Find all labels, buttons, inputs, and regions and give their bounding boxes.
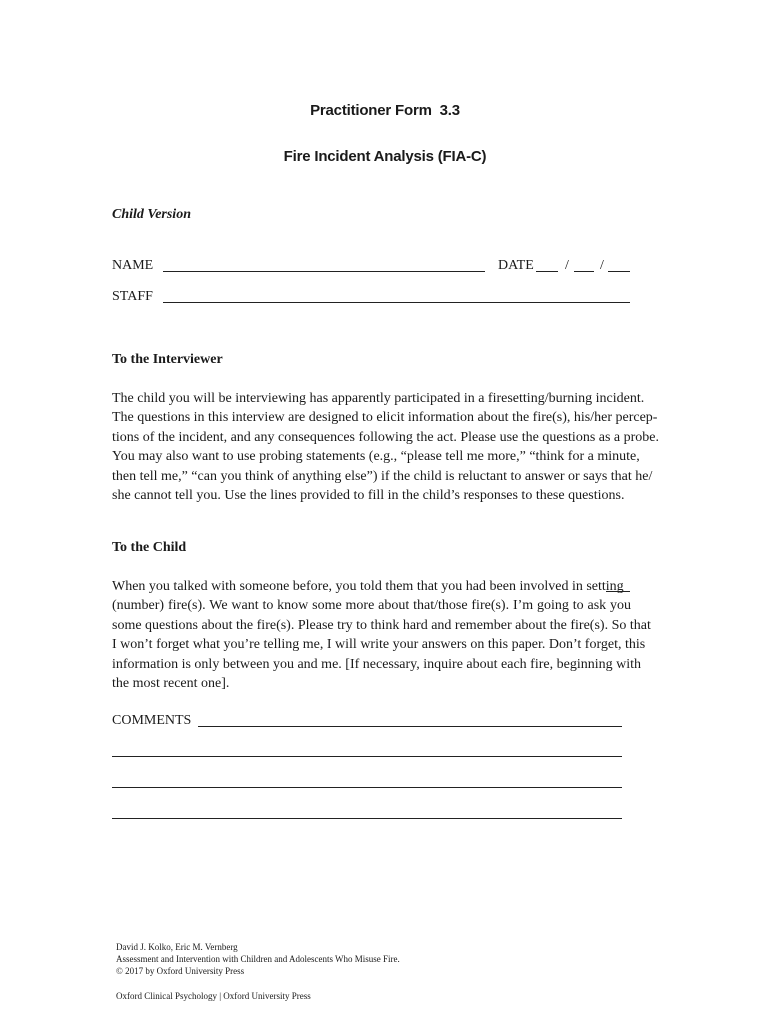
paragraph-line: You may also want to use probing statements (e.g., “please tell me more,” “think for a minute, (112, 449, 640, 465)
form-subtitle: Fire Incident Analysis (FIA-C) (283, 148, 487, 165)
name-field[interactable] (163, 271, 485, 272)
paragraph-line: she cannot tell you. Use the lines provided to fill in the child’s responses to these questions. (112, 488, 625, 504)
footer-book-title: Assessment and Intervention with Children and Adolescents Who Misuse Fire. (116, 954, 400, 964)
date-month-field[interactable] (536, 271, 558, 272)
comments-label: COMMENTS (112, 713, 192, 728)
date-label: DATE (498, 258, 534, 273)
comments-line[interactable] (112, 756, 622, 757)
paragraph-line: The questions in this interview are designed to elicit information about the fire(s), his/her percep- (112, 410, 658, 426)
version-label: Child Version (112, 207, 191, 222)
name-label: NAME (112, 258, 154, 273)
staff-label: STAFF (112, 289, 153, 304)
paragraph-line: the most recent one]. (112, 676, 230, 692)
footer-series: Oxford Clinical Psychology | Oxford University Press (116, 991, 311, 1001)
date-day-field[interactable] (574, 271, 594, 272)
comments-line[interactable] (112, 818, 622, 819)
paragraph-line: When you talked with someone before, you told them that you had been involved in setting (112, 579, 624, 594)
paragraph-line: The child you will be interviewing has apparently participated in a firesetting/burning incident. (112, 391, 645, 406)
date-separator: / (565, 258, 569, 273)
number-of-fires-field[interactable] (606, 591, 630, 592)
paragraph-line: I won’t forget what you’re telling me, I will write your answers on this paper. Don’t forget, this (112, 637, 646, 653)
staff-field[interactable] (163, 302, 630, 303)
paragraph-line: (number) fire(s). We want to know some more about that/those fire(s). I’m going to ask you (112, 598, 631, 614)
paragraph-line: information is only between you and me. [If necessary, inquire about each fire, beginning with (112, 656, 641, 672)
date-year-field[interactable] (608, 271, 630, 272)
comments-line[interactable] (198, 726, 622, 727)
footer-citation (116, 941, 400, 977)
child-heading: To the Child (112, 540, 187, 555)
comments-line[interactable] (112, 787, 622, 788)
interviewer-heading: To the Interviewer (112, 352, 223, 367)
paragraph-line: tions of the incident, and any consequences following the act. Please use the questions as a probe. (112, 429, 660, 445)
footer-authors: David J. Kolko, Eric M. Vernberg (116, 942, 238, 952)
paragraph-line: then tell me,” “can you think of anything else”) if the child is reluctant to answer or says that he/ (112, 468, 653, 484)
paragraph-line: some questions about the fire(s). Please try to think hard and remember about the fire(s). So that (112, 617, 651, 633)
interviewer-paragraph (112, 389, 660, 505)
form-title: Practitioner Form 3.3 (310, 102, 460, 119)
child-paragraph (112, 577, 624, 596)
child-paragraph-cont (112, 596, 651, 693)
footer-copyright: © 2017 by Oxford University Press (116, 966, 245, 976)
date-separator: / (600, 258, 604, 273)
